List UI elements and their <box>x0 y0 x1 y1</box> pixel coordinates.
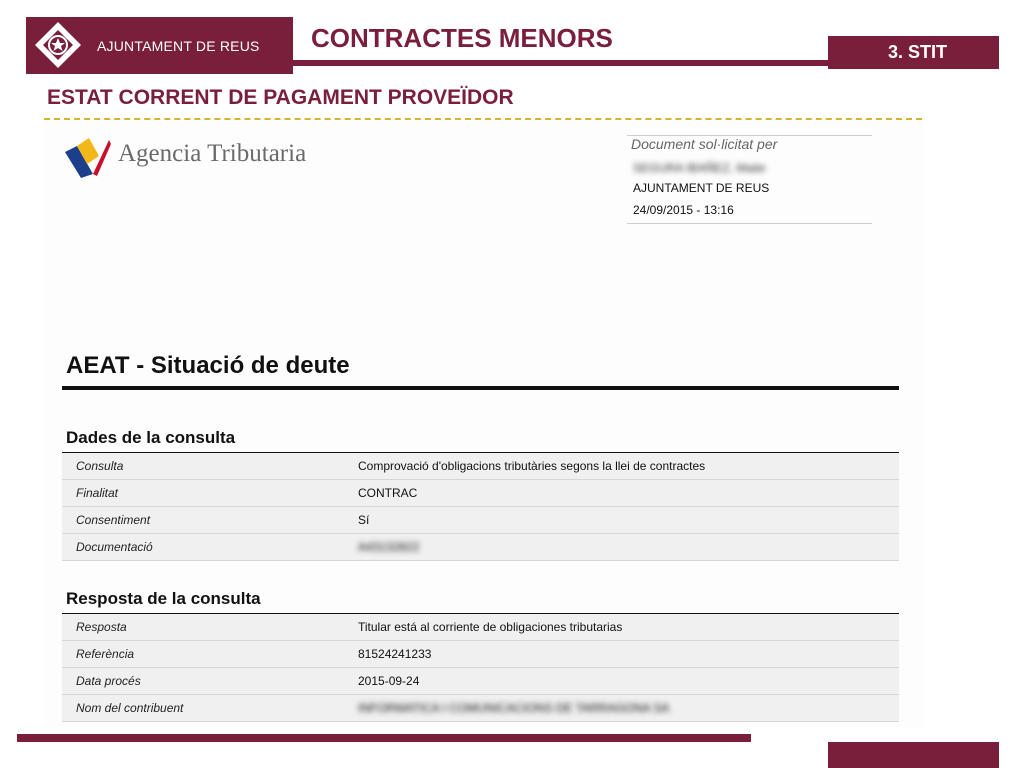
header-divider <box>293 60 828 66</box>
row-value: Sí <box>358 513 370 527</box>
request-info <box>627 135 872 224</box>
reus-shield-icon <box>34 21 82 69</box>
table-row <box>62 453 899 480</box>
row-key: Referència <box>76 647 135 661</box>
query-data-table <box>62 452 899 561</box>
table-row <box>62 668 899 695</box>
agency-name: Agencia Tributaria <box>118 140 307 167</box>
footer-box <box>828 742 999 768</box>
section-tag-box <box>828 36 999 69</box>
section-title: Dades de la consulta <box>66 428 236 447</box>
table-row <box>62 480 899 507</box>
request-label: Document sol·licitat per <box>631 136 778 152</box>
row-value: INFORMATICA I COMUNICACIONS DE TARRAGONA SA <box>358 701 670 715</box>
query-response-table <box>62 613 899 722</box>
row-key: Data procés <box>76 674 141 688</box>
row-key: Finalitat <box>76 486 119 500</box>
requester-organization: AJUNTAMENT DE REUS <box>633 181 770 195</box>
row-value: 2015-09-24 <box>358 674 420 688</box>
dashed-divider <box>44 118 922 120</box>
table-row <box>62 507 899 534</box>
heading-rule <box>62 386 899 390</box>
row-value: Titular está al corriente de obligaciones tributarias <box>358 620 623 634</box>
row-key: Nom del contribuent <box>76 701 184 715</box>
table-row <box>62 695 899 722</box>
footer-divider <box>17 734 751 742</box>
document-heading: AEAT - Situació de deute <box>66 352 350 379</box>
page-title: CONTRACTES MENORS <box>311 23 613 53</box>
row-value: A43132822 <box>358 540 420 554</box>
page-subtitle: ESTAT CORRENT DE PAGAMENT PROVEÏDOR <box>47 86 514 109</box>
agencia-tributaria-logo-icon <box>63 134 111 178</box>
table-row <box>62 614 899 641</box>
row-value: 81524241233 <box>358 647 432 661</box>
org-name: AJUNTAMENT DE REUS <box>97 38 260 54</box>
requester-name: SEGURA IBAÑEZ, Maite <box>633 161 766 175</box>
table-row <box>62 534 899 561</box>
row-value: CONTRAC <box>358 486 418 500</box>
section-title: Resposta de la consulta <box>66 589 261 608</box>
row-key: Consulta <box>76 459 124 473</box>
row-key: Resposta <box>76 620 127 634</box>
table-row <box>62 641 899 668</box>
row-key: Consentiment <box>76 513 151 527</box>
row-value: Comprovació d'obligacions tributàries segons la llei de contractes <box>358 459 706 473</box>
section-tag: 3. STIT <box>887 42 947 62</box>
request-datetime: 24/09/2015 - 13:16 <box>633 203 734 217</box>
row-key: Documentació <box>76 540 153 554</box>
